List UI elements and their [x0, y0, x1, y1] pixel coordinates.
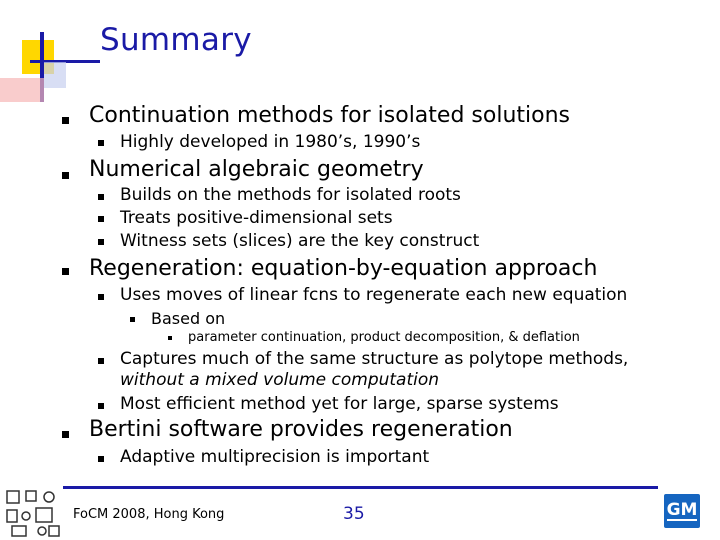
- sub-bullet-text: Most efficient method yet for large, sparse systems: [120, 394, 559, 414]
- sub-bullet-text-italic: without a mixed volume computation: [120, 370, 440, 390]
- corner-decoration: [0, 0, 110, 110]
- sub-bullet-text: Witness sets (slices) are the key construct: [120, 231, 480, 251]
- bullet-icon: [98, 358, 104, 364]
- sub-bullet-text: Uses moves of linear fcns to regenerate each new equation: [120, 285, 628, 305]
- gm-logo-text: GM: [666, 499, 698, 520]
- sub-sub-sub-bullet-text: parameter continuation, product decomposition, & deflation: [188, 330, 580, 345]
- sub-sub-bullet-text: Based on: [151, 309, 226, 328]
- sub-bullet-text: Adaptive multiprecision is important: [120, 447, 430, 467]
- footer-divider: [63, 486, 658, 489]
- footer-pattern-icon: [4, 488, 62, 540]
- sub-bullet-text: Builds on the methods for isolated roots: [120, 185, 461, 205]
- bullet-icon: [98, 239, 104, 245]
- bullet-icon: [98, 140, 104, 146]
- slide-title: Summary: [100, 22, 252, 58]
- bullet-icon: [62, 117, 69, 124]
- bullet-icon: [98, 456, 104, 462]
- gm-logo-icon: [664, 494, 700, 528]
- bullet-icon: [98, 194, 104, 200]
- bullet-icon: [130, 317, 135, 322]
- bullet-text: Continuation methods for isolated solutions: [89, 103, 570, 128]
- bullet-icon: [62, 172, 69, 179]
- page-number: 35: [343, 504, 365, 524]
- footer-venue: FoCM 2008, Hong Kong: [73, 507, 225, 522]
- bullet-icon: [98, 216, 104, 222]
- bullet-text: Bertini software provides regeneration: [89, 417, 513, 442]
- bullet-icon: [62, 268, 69, 275]
- sub-bullet-text: Highly developed in 1980’s, 1990’s: [120, 132, 421, 152]
- bullet-text: Numerical algebraic geometry: [89, 157, 424, 182]
- bullet-icon: [98, 403, 104, 409]
- sub-bullet-text: Captures much of the same structure as polytope methods,: [120, 349, 629, 369]
- sub-bullet-text: Treats positive-dimensional sets: [120, 208, 393, 228]
- bullet-icon: [98, 294, 104, 300]
- bullet-icon: [62, 431, 69, 438]
- bullet-icon: [168, 336, 172, 340]
- bullet-text: Regeneration: equation-by-equation approach: [89, 256, 598, 281]
